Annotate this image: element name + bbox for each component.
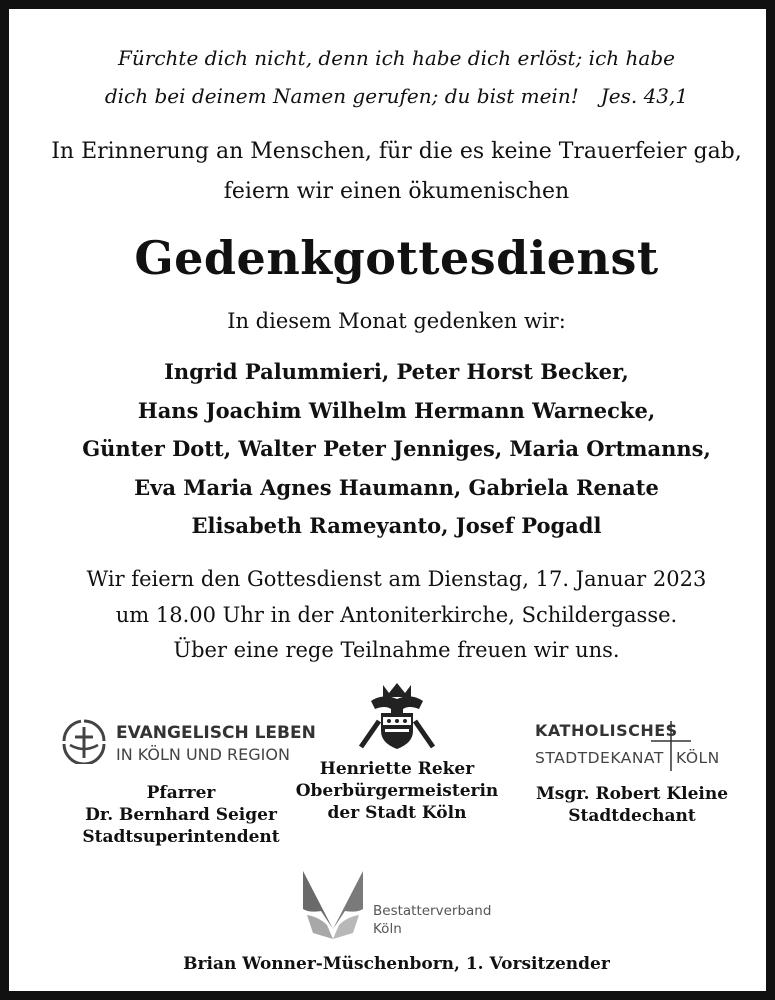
quote-line-2 xyxy=(9,77,775,115)
names-line: Hans Joachim Wilhelm Hermann Warnecke, xyxy=(137,397,656,423)
quote-line-2-text: dich bei deinem Namen gerufen; du bist mein! xyxy=(104,84,579,108)
katholisch-logo-line-2: STADTDEKANAT xyxy=(535,749,664,767)
signatory-line: Msgr. Robert Kleine xyxy=(535,784,729,804)
service-info xyxy=(9,562,775,669)
quote-reference: Jes. 43,1 xyxy=(600,84,689,108)
bestatterverband-logo xyxy=(299,869,499,941)
signatory-line: Dr. Bernhard Seiger xyxy=(85,805,277,825)
signatory-evangelisch xyxy=(71,782,291,848)
signatory-line: Stadtdechant xyxy=(568,806,696,826)
names-line: Eva Maria Agnes Haumann, Gabriela Renate xyxy=(134,474,659,500)
bible-quote xyxy=(9,39,775,115)
service-line-3: Über eine rege Teilnahme freuen wir uns. xyxy=(173,638,620,662)
service-line-1: Wir feiern den Gottesdienst am Dienstag, 17. Januar 2023 xyxy=(86,567,707,591)
signatory-bestatterverband: Brian Wonner-Müschenborn, 1. Vorsitzender xyxy=(183,954,610,974)
signatory-mayor xyxy=(291,758,503,824)
signatory-line: der Stadt Köln xyxy=(327,803,467,823)
evangelisch-logo xyxy=(61,718,316,768)
intro-text xyxy=(9,132,775,212)
names-line: Günter Dott, Walter Peter Jenniges, Maria Ortmanns, xyxy=(82,436,711,461)
intro-line-2: feiern wir einen ökumenischen xyxy=(223,179,570,204)
katholisch-logo-line-1: KATHOLISCHES xyxy=(535,721,678,740)
month-text: In diesem Monat gedenken wir: xyxy=(227,309,566,333)
evangelisch-cross-icon xyxy=(61,718,107,764)
cologne-coat-of-arms-icon xyxy=(357,679,437,751)
names-list xyxy=(9,353,775,546)
katholisch-cross-icon xyxy=(651,721,691,771)
quote-line-1: Fürchte dich nicht, denn ich habe dich erlöst; ich habe xyxy=(118,46,675,70)
names-line: Ingrid Palummieri, Peter Horst Becker, xyxy=(164,359,629,384)
intro-line-1: In Erinnerung an Menschen, für die es keine Trauerfeier gab, xyxy=(51,139,742,164)
page-title: Gedenkgottesdienst xyxy=(134,231,659,285)
signatory-line: Henriette Reker xyxy=(319,759,475,779)
signatory-line: Oberbürgermeisterin xyxy=(295,781,499,801)
signatory-line: Pfarrer xyxy=(146,783,216,803)
signatory-katholisch xyxy=(517,783,747,827)
katholisch-logo-line-3: KÖLN xyxy=(676,749,720,767)
names-line: Elisabeth Rameyanto, Josef Pogadl xyxy=(191,513,602,538)
signatory-line: Stadtsuperintendent xyxy=(82,827,280,847)
evangelisch-logo-line-1: EVANGELISCH LEBEN xyxy=(116,723,316,743)
bestatterverband-logo-line-2: Köln xyxy=(373,921,402,937)
bestatterverband-logo-line-1: Bestatterverband xyxy=(373,903,492,919)
service-line-2: um 18.00 Uhr in der Antoniterkirche, Schildergasse. xyxy=(115,602,678,627)
evangelisch-logo-line-2: IN KÖLN UND REGION xyxy=(116,745,290,764)
butterfly-icon xyxy=(299,869,367,941)
katholisch-logo xyxy=(533,721,733,771)
